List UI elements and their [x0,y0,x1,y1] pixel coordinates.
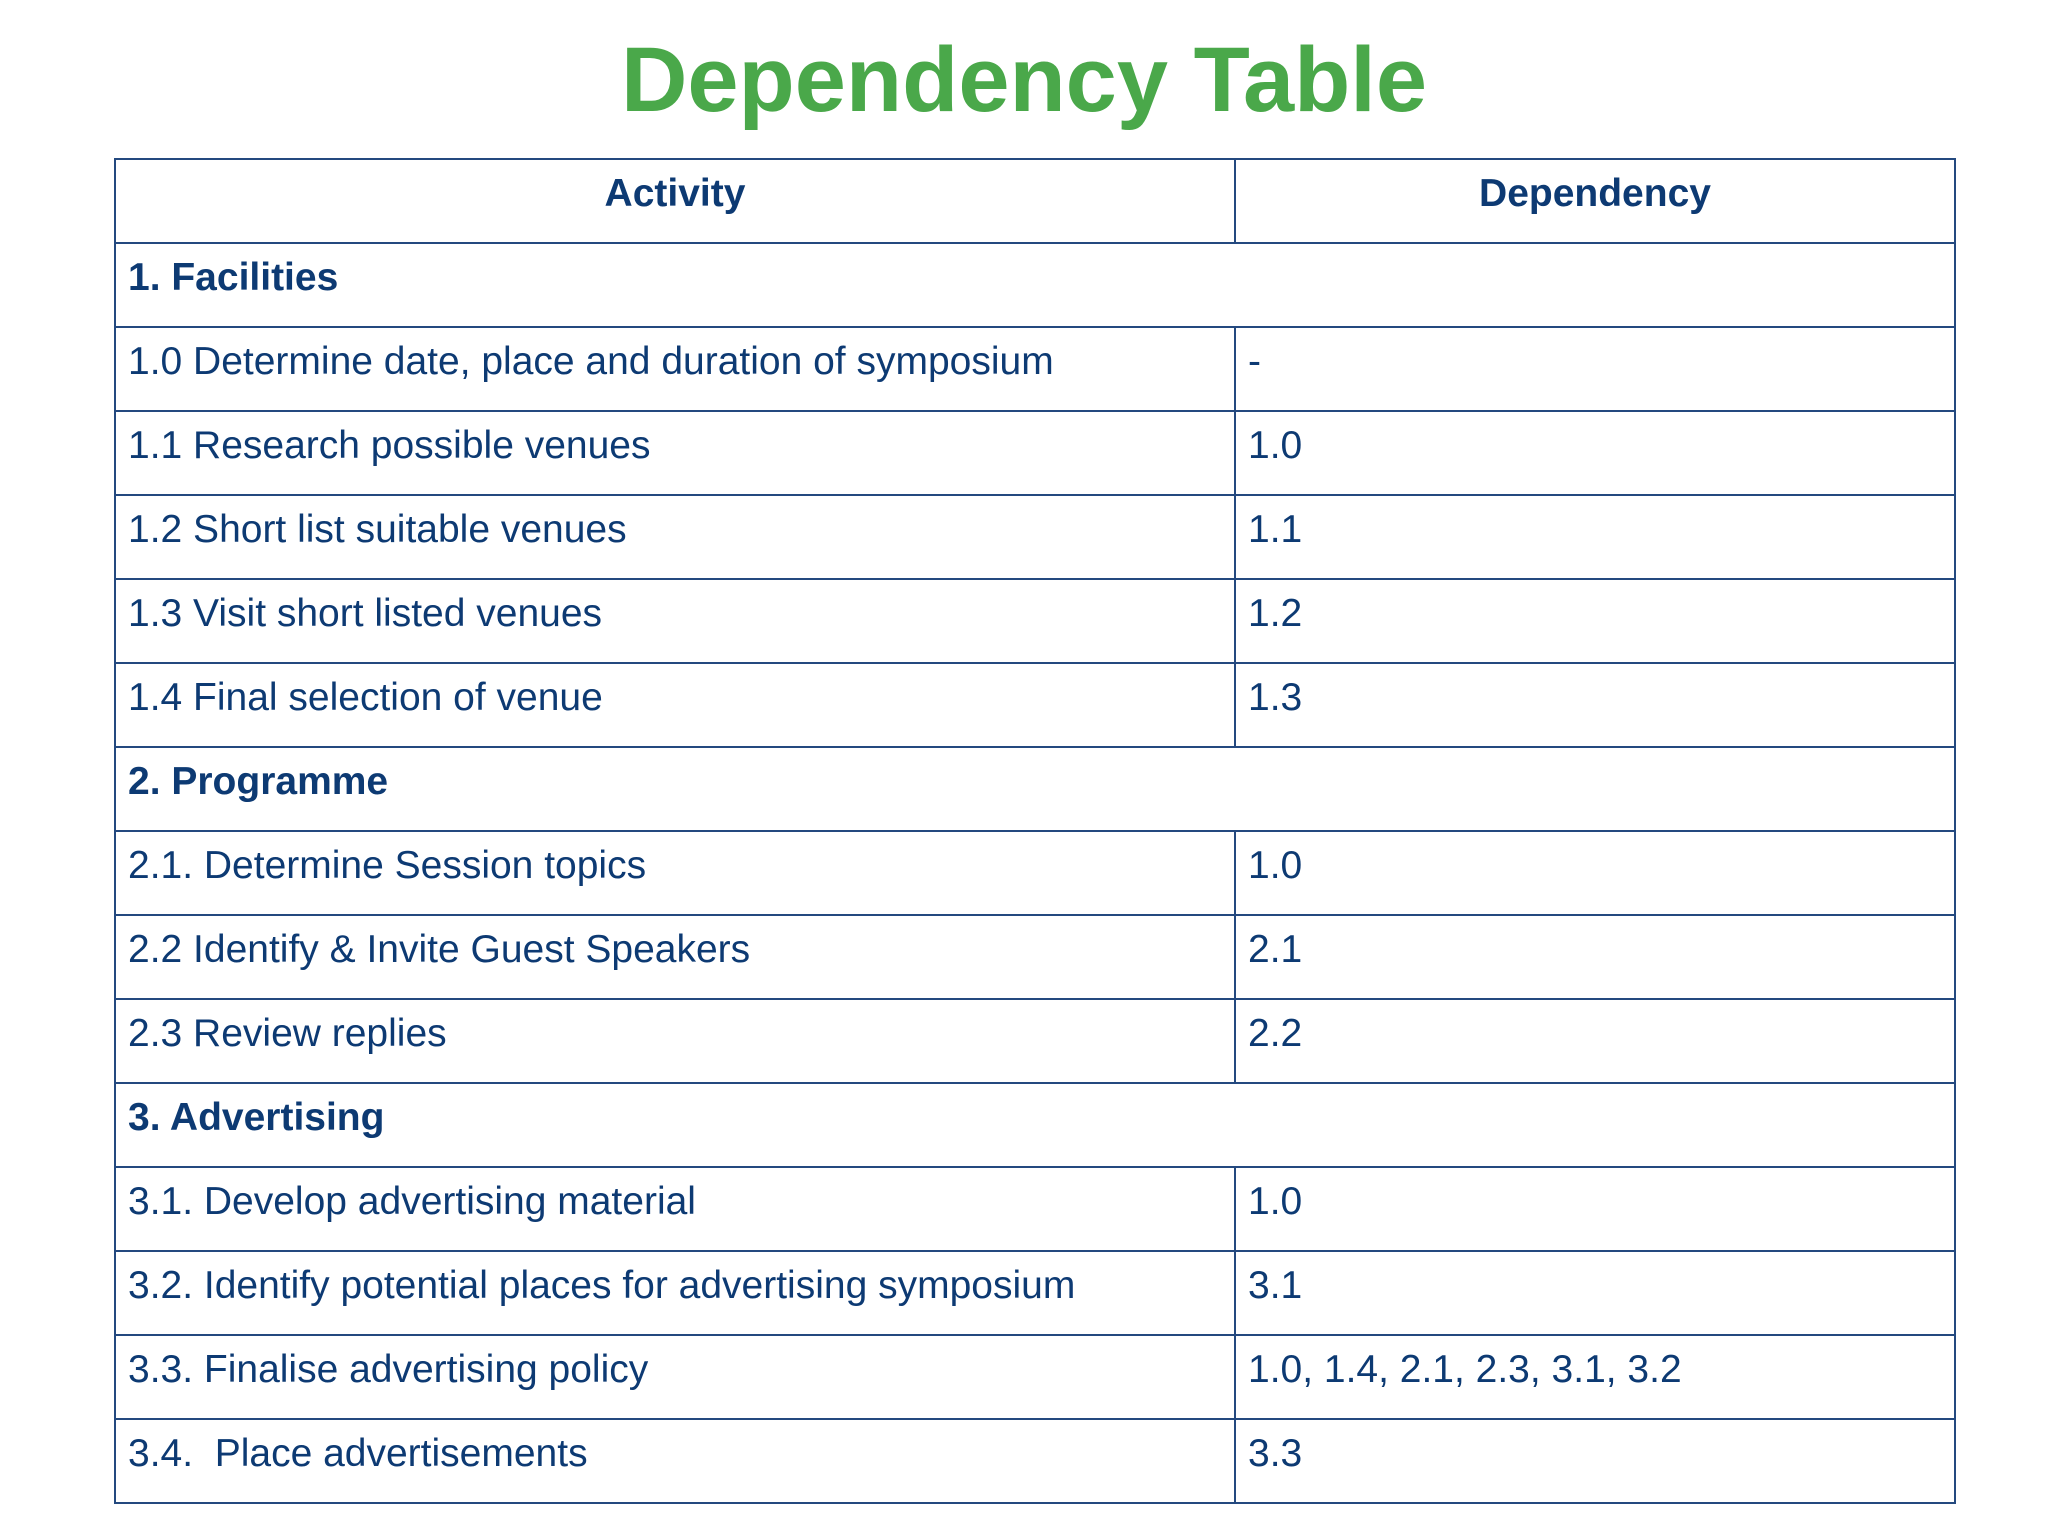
section-heading: 3. Advertising [115,1083,1955,1167]
table-row [115,1419,1955,1503]
table-row [115,999,1955,1083]
dependency-cell: - [1235,327,1955,411]
dependency-cell: 1.0 [1235,1167,1955,1251]
activity-cell: 1.0 Determine date, place and duration of symposium [115,327,1235,411]
page-title: Dependency Table [620,29,1428,131]
section-row [115,747,1955,831]
section-heading: 2. Programme [115,747,1955,831]
section-row [115,1083,1955,1167]
dependency-cell: 1.0, 1.4, 2.1, 2.3, 3.1, 3.2 [1235,1335,1955,1419]
table-header-row [115,159,1955,243]
section-heading: 1. Facilities [115,243,1955,327]
dependency-cell: 1.0 [1235,411,1955,495]
table-row [115,1167,1955,1251]
table-row [115,1335,1955,1419]
activity-cell: 3.1. Develop advertising material [115,1167,1235,1251]
table-row [115,663,1955,747]
dependency-cell: 1.2 [1235,579,1955,663]
activity-cell: 1.1 Research possible venues [115,411,1235,495]
activity-cell: 1.2 Short list suitable venues [115,495,1235,579]
dependency-table [114,158,1956,1504]
activity-cell: 1.3 Visit short listed venues [115,579,1235,663]
dependency-cell: 1.0 [1235,831,1955,915]
table-body [115,243,1955,1503]
activity-cell: 2.1. Determine Session topics [115,831,1235,915]
dependency-cell: 2.2 [1235,999,1955,1083]
dependency-cell: 1.1 [1235,495,1955,579]
column-header-activity: Activity [115,159,1235,243]
dependency-cell: 3.1 [1235,1251,1955,1335]
table-row [115,831,1955,915]
table-row [115,915,1955,999]
activity-cell: 3.4. Place advertisements [115,1419,1235,1503]
table-row [115,579,1955,663]
column-header-dependency: Dependency [1235,159,1955,243]
dependency-cell: 1.3 [1235,663,1955,747]
activity-cell: 3.3. Finalise advertising policy [115,1335,1235,1419]
table-row [115,1251,1955,1335]
activity-cell: 2.3 Review replies [115,999,1235,1083]
table-row [115,327,1955,411]
activity-cell: 3.2. Identify potential places for advertising symposium [115,1251,1235,1335]
activity-cell: 1.4 Final selection of venue [115,663,1235,747]
activity-cell: 2.2 Identify & Invite Guest Speakers [115,915,1235,999]
section-row [115,243,1955,327]
table-row [115,495,1955,579]
dependency-cell: 2.1 [1235,915,1955,999]
dependency-cell: 3.3 [1235,1419,1955,1503]
table-row [115,411,1955,495]
